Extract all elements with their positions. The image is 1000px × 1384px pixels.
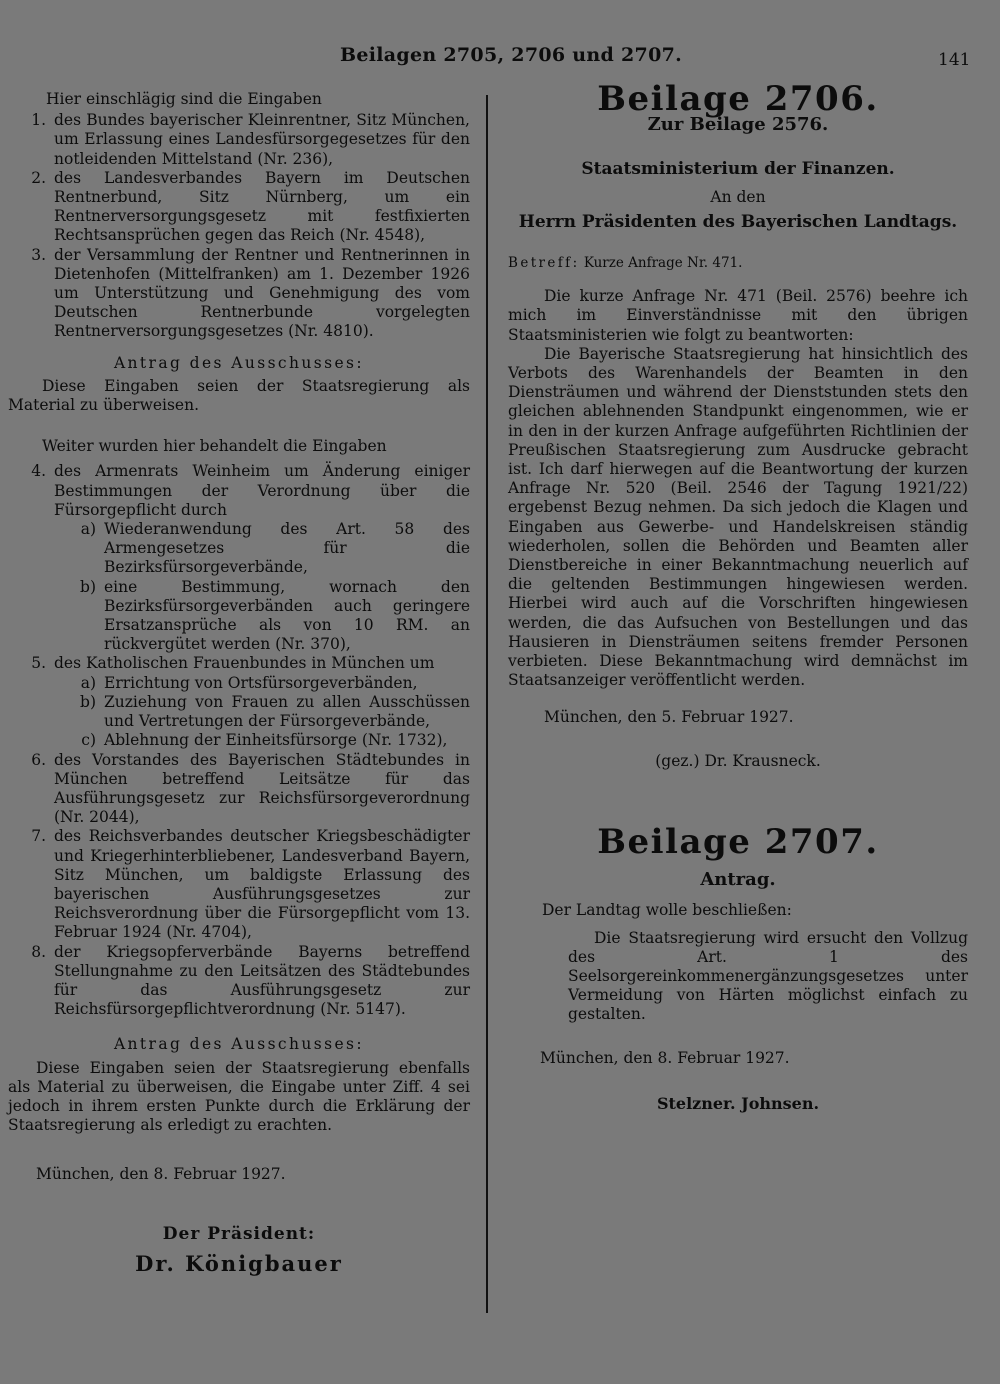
paragraph-2: Die Bayerische Staatsregierung hat hinsichtlich des Verbots des Warenhandels der Beamten in den Diensträumen und während der Dienststunden stets den gleichen ablehnenden Standpunkt eingenommen, wie er in den in der kurzen Anfrage aufgeführten Richtlinien der Preußischen Staatsregierung zum Ausdrucke gebracht ist. Ich darf hierwegen auf die Beantwortung der kurzen Anfrage Nr. 520 (Beil. 2546 der Tagung 1921/22) ergebenst Bezug nehmen. Da sich jedoch die Klagen und Eingaben aus Gewerbe- und Handelskreisen ständig wiederholen, sollen die Behörden und Beamten aller Dienstbereiche in einer Bekanntmachung neuerlich auf die geltenden Bestimmungen hingewiesen werden. Hierbei wird auch auf die Vorschriften hingewiesen werden, die das Aufsuchen von Bestellungen und das Hausieren in Diensträumen seitens fremder Personen verbieten. Diese Bekanntmachung wird demnächst im Staatsanzeiger veröffentlicht werden. xyxy=(508,344,968,690)
list-item xyxy=(8,169,470,246)
betreff-text: Kurze Anfrage Nr. 471. xyxy=(583,255,743,272)
beilage-2707-title: Beilage 2707. xyxy=(597,821,879,862)
item-text: der Versammlung der Rentner und Rentnerinnen in Dietenhofen (Mittelfranken) am 1. Dezember 1926 um Unterstützung und Genehmigung des vom Deutschen Rentnerbunde vorgelegten Rentnerversorgungsgesetzes (Nr. 4810). xyxy=(54,245,470,341)
president-label: Der Präsident: xyxy=(162,1223,316,1244)
sub-list-4 xyxy=(8,520,470,654)
beilage-2707-subtitle: Antrag. xyxy=(700,869,776,891)
item-number: 4. xyxy=(31,462,46,481)
sub-item xyxy=(8,520,470,578)
date-left: München, den 8. Februar 1927. xyxy=(36,1165,286,1184)
page-header: Beilagen 2705, 2706 und 2707. xyxy=(340,44,683,66)
sub-item xyxy=(8,731,470,750)
item-text: Ablehnung der Einheitsfürsorge (Nr. 1732), xyxy=(104,731,448,750)
sub-list-5 xyxy=(8,674,470,751)
column-divider xyxy=(486,95,488,1313)
item-text: des Armenrats Weinheim um Änderung einiger Bestimmungen der Verordnung über die Fürsorgepflicht durch xyxy=(54,462,470,519)
an-den: An den xyxy=(710,187,766,206)
antrag-text-2: Diese Eingaben seien der Staatsregierung ebenfalls als Material zu überweisen, die Eingabe unter Ziff. 4 sei jedoch in ihrem ersten Punkte durch die Erklärung der Staatsregierung als erledigt zu erachten. xyxy=(8,1058,470,1135)
item-number: a) xyxy=(80,520,96,539)
item-number: 7. xyxy=(31,827,46,846)
item-text: Errichtung von Ortsfürsorgeverbänden, xyxy=(104,673,418,692)
item-text: des Bundes bayerischer Kleinrentner, Sitz München, um Erlassung eines Landesfürsorgegesetzes für den notleidenden Mittelstand (Nr. 236), xyxy=(54,111,470,168)
item-text: eine Bestimmung, wornach den Bezirksfürsorgeverbänden auch geringere Ersatzansprüche als von 10 RM. an rückvergütet werden (Nr. 370), xyxy=(104,577,470,654)
paragraph-1: Die kurze Anfrage Nr. 471 (Beil. 2576) beehre ich mich im Einverständnisse mit den übrigen Staatsministerien wie folgt zu beantworten: xyxy=(508,287,968,344)
petition-list-2 xyxy=(8,462,470,1019)
recipient: Herrn Präsidenten des Bayerischen Landtags. xyxy=(518,211,958,232)
paragraph-3: Die Staatsregierung wird ersucht den Vollzug des Art. 1 des Seelsorgereinkommenergänzungsgesetzes unter Vermeidung von Härten möglichst einfach zu gestalten. xyxy=(568,928,968,1024)
list-item xyxy=(8,246,470,342)
list-item xyxy=(8,111,470,169)
item-text: der Kriegsopferverbände Bayerns betreffend Stellungnahme zu den Leitsätzen des Städtebundes für das Ausführungsgesetz zur Reichsfürsorgepflichtverordnung (Nr. 5147). xyxy=(54,942,470,1019)
intro-text-2: Weiter wurden hier behandelt die Eingaben xyxy=(42,437,387,456)
item-text: des Katholischen Frauenbundes in München um xyxy=(54,654,435,673)
antrag-heading-1: Antrag des Ausschusses: xyxy=(113,353,365,372)
list-item xyxy=(8,827,470,942)
petition-list-3 xyxy=(8,751,470,1020)
page-number: 141 xyxy=(938,50,971,70)
beilage-2706-subtitle: Zur Beilage 2576. xyxy=(647,114,829,136)
item-number: 3. xyxy=(31,245,46,264)
intro-text: Hier einschlägig sind die Eingaben xyxy=(46,90,322,108)
list-item xyxy=(8,654,470,673)
left-column xyxy=(8,90,470,1276)
list-item xyxy=(8,462,470,520)
item-number: 6. xyxy=(31,750,46,769)
antrag-heading-2: Antrag des Ausschusses: xyxy=(113,1035,365,1054)
betreff-line xyxy=(508,254,968,273)
right-column xyxy=(508,79,968,1113)
antrag-text-1: Diese Eingaben seien der Staatsregierung als Material zu überweisen. xyxy=(8,376,470,415)
item-text: des Landesverbandes Bayern im Deutschen Rentnerbund, Sitz Nürnberg, um ein Rentnerversorgungsgesetz mit festfixierten Rechtsansprüchen gegen das Reich (Nr. 4548), xyxy=(54,168,470,245)
list-item xyxy=(8,751,470,828)
president-name: Dr. Königbauer xyxy=(135,1250,343,1276)
petition-list-1 xyxy=(8,111,470,341)
sub-item xyxy=(8,578,470,655)
item-text: des Vorstandes des Bayerischen Städtebundes in München betreffend Leitsätze für das Ausführungsgesetz zur Reichsfürsorgeverordnung (Nr. 2044), xyxy=(54,750,470,827)
item-number: c) xyxy=(81,731,96,750)
sub-item xyxy=(8,693,470,731)
item-number: 1. xyxy=(31,111,46,130)
signature-krausneck: (gez.) Dr. Krausneck. xyxy=(655,751,821,770)
signers: Stelzner. Johnsen. xyxy=(656,1093,820,1113)
ministry-name: Staatsministerium der Finanzen. xyxy=(581,159,895,180)
item-number: 8. xyxy=(31,942,46,961)
date-right-2: München, den 8. Februar 1927. xyxy=(540,1048,790,1067)
beilage-2706-title: Beilage 2706. xyxy=(597,79,879,119)
date-right-1: München, den 5. Februar 1927. xyxy=(544,708,794,727)
betreff-label: Betreff: xyxy=(508,255,580,272)
item-number: 2. xyxy=(31,168,46,187)
item-text: Zuziehung von Frauen zu allen Ausschüssen und Vertretungen der Fürsorgeverbände, xyxy=(104,692,470,731)
item-number: b) xyxy=(80,577,96,596)
item-text: des Reichsverbandes deutscher Kriegsbeschädigter und Kriegerhinterbliebener, Landesverband Bayern, Sitz München, um baldigste Erlassung des bayerischen Ausführungsgesetzes zur Reichsverordnung über die Fürsorgepflicht vom 13. Februar 1924 (Nr. 4704), xyxy=(54,827,470,942)
item-number: 5. xyxy=(31,654,46,673)
sub-item xyxy=(8,674,470,693)
item-number: a) xyxy=(80,673,96,692)
landtag-resolution: Der Landtag wolle beschließen: xyxy=(542,901,792,920)
item-text: Wiederanwendung des Art. 58 des Armengesetzes für die Bezirksfürsorgeverbände, xyxy=(104,520,470,577)
list-item xyxy=(8,943,470,1020)
item-number: b) xyxy=(80,692,96,711)
